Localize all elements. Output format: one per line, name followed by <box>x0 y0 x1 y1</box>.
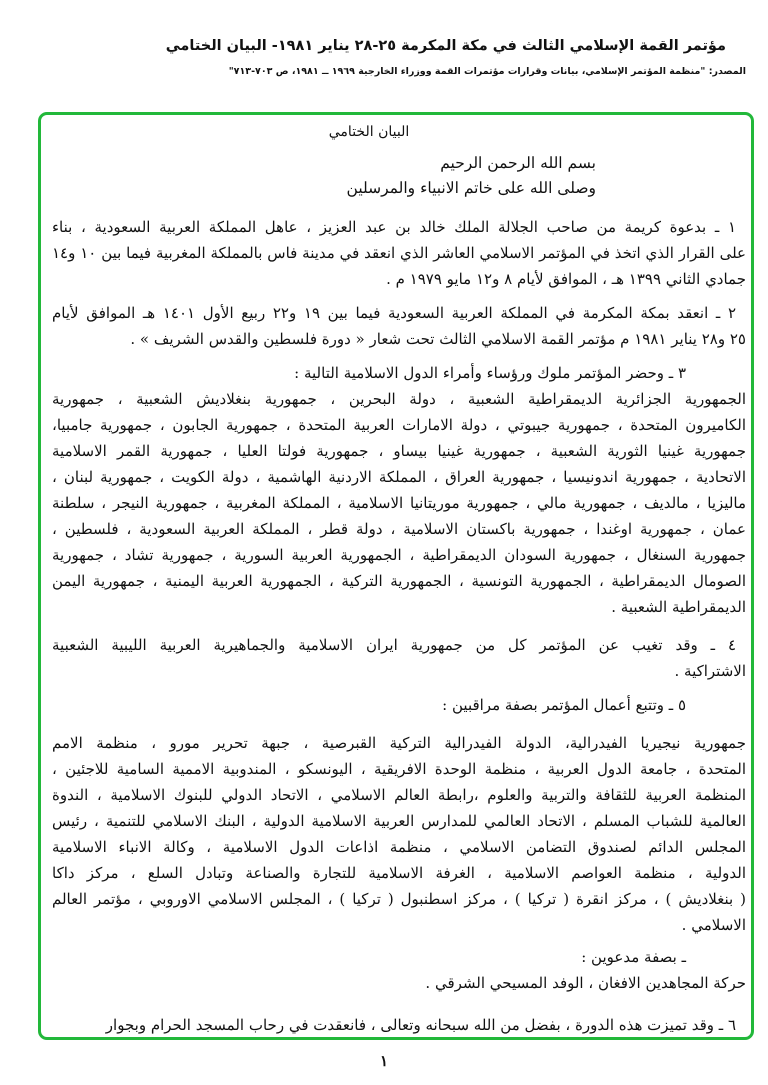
text-line: حركة المجاهدين الافغان ، الوفد المسيحي الشرقي . <box>425 974 746 992</box>
text-line: ( بنغلاديش ) ، مركز انقرة ( تركيا ) ، مركز اسطنبول ( تركيا ) ، المجلس الاسلامي الاوروبي ، مؤتمر العالم <box>52 890 746 908</box>
paragraph <box>52 214 746 292</box>
basmala: بسم الله الرحمن الرحيم <box>440 154 596 172</box>
text-line: الصومال الديمقراطية ، الجمهورية التونسية ، الجمهورية التركية ، الجمهورية العربية اليمنية ، جمهورية اليمن <box>52 572 746 590</box>
text-line: ماليزيا ، مالديف ، جمهورية مالي ، جمهورية موريتانيا الاسلامية ، المملكة المغربية ، جمهورية النيجر ، سلطنة <box>52 494 746 512</box>
text-line: ٢ ـ انعقد بمكة المكرمة في المملكة العربية السعودية فيما بين ١٩ و٢٢ ربيع الأول ١٤٠١ هـ الموافق لأيام <box>52 304 737 322</box>
paragraph <box>52 1012 746 1038</box>
text-line: المنظمة العربية للثقافة والتربية والعلوم ،رابطة العالم الاسلامي ، الاتحاد الدولي للبنوك الاسلامية ، الندوة <box>52 786 746 804</box>
text-line: ٥ ـ وتتبع أعمال المؤتمر بصفة مراقبين : <box>442 696 686 714</box>
text-line: ٦ ـ وقد تميزت هذه الدورة ، بفضل من الله سبحانه وتعالى ، فانعقدت في رحاب المسجد الحرام وبجوار <box>105 1016 736 1034</box>
text-line: جمهورية السنغال ، جمهورية السودان الديمقراطية ، الجمهورية العربية السورية ، جمهورية تشاد ، جمهورية <box>52 546 746 564</box>
paragraph <box>52 692 746 718</box>
text-line: الاسلامي . <box>681 916 746 934</box>
text-line: المتحدة ، جامعة الدول العربية ، منظمة الوحدة الافريقية ، اليونسكو ، المندوبية الاممية السامية للاجئين ، <box>52 760 746 778</box>
text-line: الاتحادية ، جمهورية اندونيسيا ، جمهورية العراق ، المملكة الاردنية الهاشمية ، دولة الكويت ، جمهورية لبنان ، <box>52 468 746 486</box>
text-line: جمادي الثاني ١٣٩٩ هـ ، الموافق لأيام ٨ و١٢ مايو ١٩٧٩ م . <box>386 270 746 288</box>
text-line: الديمقراطية الشعبية . <box>611 598 746 616</box>
text-line: ١ ـ بدعوة كريمة من صاحب الجلالة الملك خالد بن عبد العزيز ، عاهل المملكة العربية السعودية ، بناء <box>52 218 736 236</box>
text-line: عمان ، جمهورية اوغندا ، جمهورية باكستان الاسلامية ، دولة قطر ، المملكة العربية السعودية ، فلسطين ، <box>52 520 746 538</box>
text-line: الدولية ، منظمة العواصم الاسلامية ، الغرفة الاسلامية للتجارة والصناعة وتبادل السلع ، مركز داكا <box>52 864 746 882</box>
paragraph <box>52 300 746 352</box>
page-number: ١ <box>379 1052 389 1070</box>
text-line: العالمية للشباب المسلم ، الاتحاد العالمي للمدارس العربية الاسلامية الدولية ، البنك الاسلامي للتنمية ، رئيس <box>52 812 746 830</box>
paragraphs <box>52 214 746 1038</box>
paragraph <box>52 730 746 938</box>
text-line: الجمهورية الجزائرية الديمقراطية الشعبية ، دولة البحرين ، جمهورية بنغلاديش الشعبية ، جمهورية <box>52 390 746 408</box>
salutation: وصلى الله على خاتم الانبياء والمرسلين <box>346 179 596 197</box>
paragraph <box>52 386 746 620</box>
text-line: جمهورية نيجيريا الفيدرالية، الدولة الفيدرالية التركية القبرصية ، جبهة تحرير مورو ، منظمة الامم <box>52 734 746 752</box>
text-line: ٢٥ و٢٨ يناير ١٩٨١ م مؤتمر القمة الاسلامي الثالث تحت شعار « دورة فلسطين والقدس الشريف » . <box>130 330 746 348</box>
text-line: الكاميرون المتحدة ، جمهورية جيبوتي ، دولة الامارات العربية المتحدة ، جمهورية الجابون ، جمهورية جامبيا، <box>52 416 746 434</box>
source-citation: المصدر: "منظمة المؤتمر الإسلامي، بيانات وقرارات مؤتمرات القمة ووزراء الخارجية ١٩٦٩ ــ ١٩٨١، ص ٧٠٣-٧١٣" <box>228 66 746 77</box>
text-line: الاشتراكية . <box>674 662 746 680</box>
paragraph <box>52 360 746 386</box>
paragraph <box>52 970 746 996</box>
text-line: على القرار الذي اتخذ في المؤتمر الاسلامي العاشر الذي انعقد في مدينة فاس بالمملكة المغربية فيما بين ١٠ و١٤ <box>52 244 746 262</box>
text-line: ـ بصفة مدعوين : <box>581 948 686 966</box>
text-line: جمهورية غينيا الثورية الشعبية ، جمهورية غينيا بيساو ، جمهورية فولتا العليا ، جمهورية القمر الاسلامية <box>52 442 746 460</box>
text-line: ٤ ـ وقد تغيب عن المؤتمر كل من جمهورية ايران الاسلامية والجماهيرية العربية الليبية الشعبية <box>52 636 736 654</box>
document-title: البيان الختامي <box>328 124 410 140</box>
paragraph <box>52 944 746 970</box>
document-body <box>52 124 746 1038</box>
paragraph <box>52 632 746 684</box>
page-header-title: مؤتمر القمة الإسلامي الثالث في مكة المكرمة ٢٥-٢٨ يناير ١٩٨١- البيان الختامي <box>165 38 726 54</box>
text-line: المجلس الدائم لصندوق التضامن الاسلامي ، منظمة اذاعات الدول الاسلامية ، وكالة الانباء الاسلامية <box>52 838 746 856</box>
text-line: ٣ ـ وحضر المؤتمر ملوك ورؤساء وأمراء الدول الاسلامية التالية : <box>294 364 686 382</box>
opening-invocation <box>52 150 746 200</box>
